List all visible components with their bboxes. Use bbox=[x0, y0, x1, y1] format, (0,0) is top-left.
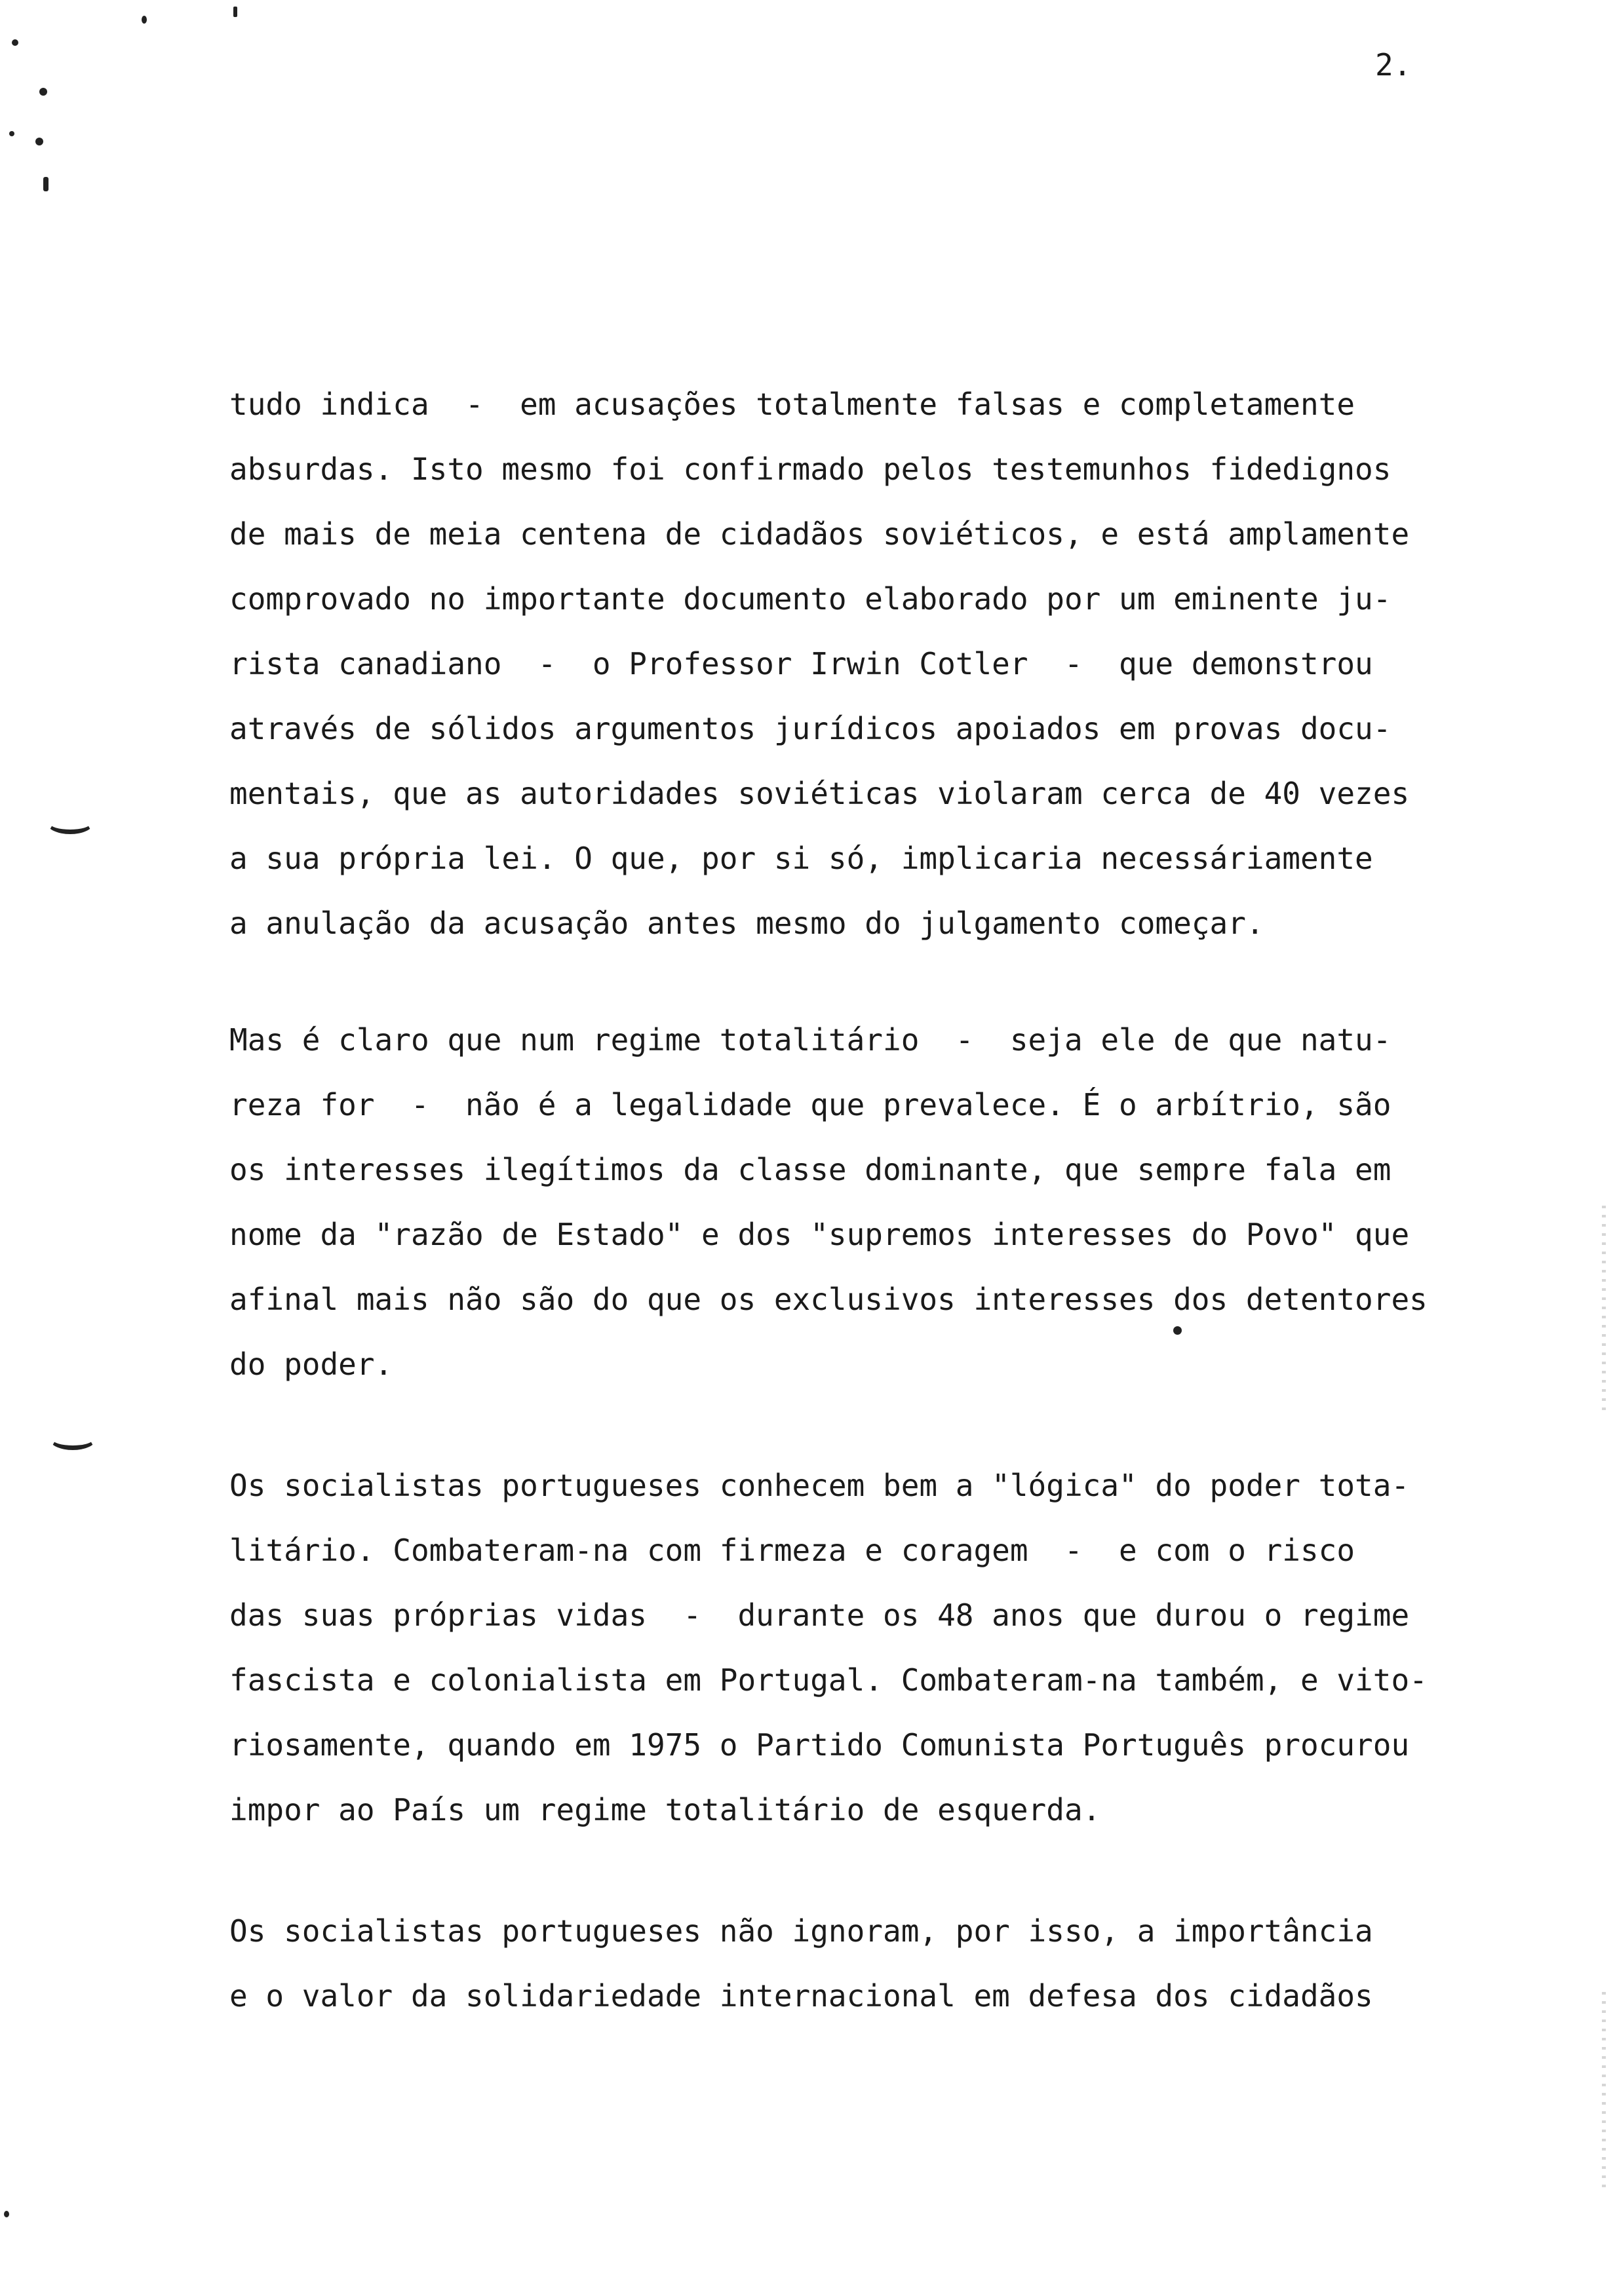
text-line: litário. Combateram-na com firmeza e coragem - e com o risco bbox=[229, 1533, 1355, 1568]
text-line: afinal mais não são do que os exclusivos interesses dos detentores bbox=[229, 1282, 1428, 1317]
text-line: de mais de meia centena de cidadãos soviéticos, e está amplamente bbox=[229, 516, 1410, 552]
text-line: os interesses ilegítimos da classe dominante, que sempre fala em bbox=[229, 1152, 1391, 1187]
text-line: Mas é claro que num regime totalitário - seja ele de que natu- bbox=[229, 1022, 1391, 1058]
margin-bracket-mark bbox=[50, 1428, 96, 1450]
paragraph-2 bbox=[229, 1008, 1547, 1397]
scan-edge-noise bbox=[1602, 1992, 1606, 2189]
paragraph-4 bbox=[229, 1899, 1547, 2029]
scan-speck bbox=[43, 177, 49, 191]
margin-bracket-mark bbox=[47, 813, 93, 834]
scan-speck bbox=[35, 138, 43, 145]
text-line: Os socialistas portugueses não ignoram, por isso, a importância bbox=[229, 1913, 1373, 1949]
text-line: e o valor da solidariedade internacional em defesa dos cidadãos bbox=[229, 1978, 1373, 2014]
text-line: absurdas. Isto mesmo foi confirmado pelos testemunhos fidedignos bbox=[229, 451, 1391, 487]
text-line: das suas próprias vidas - durante os 48 anos que durou o regime bbox=[229, 1598, 1410, 1633]
text-line: fascista e colonialista em Portugal. Combateram-na também, e vito- bbox=[229, 1662, 1428, 1698]
text-line: reza for - não é a legalidade que prevalece. É o arbítrio, são bbox=[229, 1087, 1391, 1122]
text-line: comprovado no importante documento elaborado por um eminente ju- bbox=[229, 581, 1391, 617]
text-line: através de sólidos argumentos jurídicos apoiados em provas docu- bbox=[229, 711, 1391, 746]
scan-speck bbox=[12, 39, 18, 46]
text-line: mentais, que as autoridades soviéticas violaram cerca de 40 vezes bbox=[229, 776, 1410, 811]
text-line: impor ao País um regime totalitário de esquerda. bbox=[229, 1792, 1101, 1827]
scan-speck bbox=[233, 7, 237, 17]
text-line: nome da "razão de Estado" e dos "supremos interesses do Povo" que bbox=[229, 1217, 1410, 1252]
scan-edge-noise bbox=[1602, 1206, 1606, 1415]
paragraph-3 bbox=[229, 1453, 1547, 1843]
scan-speck bbox=[4, 2211, 9, 2217]
text-line: tudo indica - em acusações totalmente falsas e completamente bbox=[229, 387, 1355, 422]
page-number: 2. bbox=[1375, 47, 1412, 83]
scan-speck bbox=[39, 88, 47, 96]
text-line: rista canadiano - o Professor Irwin Cotler - que demonstrou bbox=[229, 646, 1373, 681]
text-line: a sua própria lei. O que, por si só, implicaria necessáriamente bbox=[229, 841, 1373, 876]
scan-speck bbox=[142, 16, 147, 24]
paragraph-1 bbox=[229, 372, 1547, 956]
text-line: a anulação da acusação antes mesmo do julgamento começar. bbox=[229, 906, 1264, 941]
scan-speck bbox=[9, 131, 14, 136]
text-line: riosamente, quando em 1975 o Partido Comunista Português procurou bbox=[229, 1727, 1410, 1763]
text-line: Os socialistas portugueses conhecem bem a "lógica" do poder tota- bbox=[229, 1468, 1410, 1503]
text-line: do poder. bbox=[229, 1347, 393, 1382]
scan-speck bbox=[1173, 1326, 1182, 1335]
